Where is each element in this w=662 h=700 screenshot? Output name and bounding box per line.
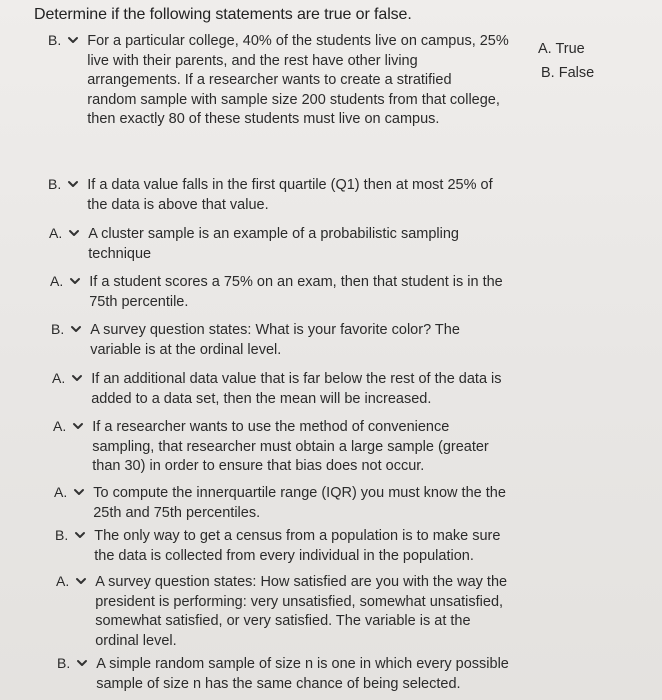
chevron-down-icon <box>72 420 84 432</box>
chevron-down-icon <box>69 275 81 287</box>
answer-dropdown[interactable] <box>55 527 86 543</box>
question-11 <box>57 655 509 694</box>
answer-dropdown[interactable] <box>52 370 83 386</box>
answer-dropdown[interactable] <box>50 273 81 289</box>
question-2 <box>48 176 493 215</box>
statement-text: A cluster sample is an example of a probabilistic sampling technique <box>88 226 459 262</box>
question-3 <box>49 225 459 264</box>
question-1 <box>48 32 509 130</box>
statement-text: If a student scores a 75% on an exam, then that student is in the 75th percentile. <box>89 274 503 310</box>
chevron-down-icon <box>75 575 87 587</box>
answer-selected: B. <box>51 321 65 337</box>
question-6 <box>52 370 502 409</box>
statement-text: If a data value falls in the first quartile (Q1) then at most 25% of the data is above that value. <box>87 177 493 213</box>
answer-dropdown[interactable] <box>54 484 85 500</box>
option-true: A. True <box>538 41 585 57</box>
answer-selected: B. <box>48 32 62 48</box>
statement-text: If a researcher wants to use the method of convenience sampling, that researcher must obtain a large sample (greater than 30) in order to ensure that bias does not occur. <box>92 419 489 474</box>
question-8 <box>54 484 506 523</box>
statement-text: A survey question states: How satisfied are you with the way the president is performing: very unsatisfied, somewhat unsatisfied, somewhat satisfied, or very satisfied. The variable is at the ordinal level. <box>95 574 508 649</box>
question-7 <box>53 418 489 477</box>
statement-text: The only way to get a census from a population is to make sure the data is collected from every individual in the population. <box>94 528 501 564</box>
answer-selected: B. <box>55 527 69 543</box>
instruction-text: Determine if the following statements are true or false. <box>34 6 412 23</box>
chevron-down-icon <box>71 372 83 384</box>
chevron-down-icon <box>70 323 82 335</box>
statement-text: For a particular college, 40% of the students live on campus, 25% live with their parents, and the rest have other living arrangements. If a researcher wants to create a stratified random sample with sample size 200 students from that college, then exactly 80 of these students must live on campus. <box>87 33 509 127</box>
answer-dropdown[interactable] <box>48 176 79 192</box>
question-10 <box>56 573 507 651</box>
answer-selected: A. <box>49 225 63 241</box>
question-5 <box>51 321 460 360</box>
statement-text: A survey question states: What is your favorite color? The variable is at the ordinal level. <box>90 322 460 358</box>
chevron-down-icon <box>68 227 80 239</box>
question-9 <box>55 527 500 566</box>
answer-dropdown[interactable] <box>51 321 82 337</box>
answer-options <box>538 41 594 81</box>
question-4 <box>50 273 503 312</box>
answer-selected: A. <box>54 484 68 500</box>
answer-dropdown[interactable] <box>53 418 84 434</box>
answer-selected: A. <box>56 573 70 589</box>
answer-selected: A. <box>53 418 67 434</box>
answer-dropdown[interactable] <box>57 655 88 671</box>
answer-selected: B. <box>57 655 71 671</box>
answer-selected: B. <box>48 176 62 192</box>
answer-dropdown[interactable] <box>48 32 79 48</box>
chevron-down-icon <box>67 178 79 190</box>
chevron-down-icon <box>74 529 86 541</box>
chevron-down-icon <box>67 34 79 46</box>
chevron-down-icon <box>76 657 88 669</box>
statement-text: To compute the innerquartile range (IQR) you must know the the 25th and 75th percentiles. <box>93 485 506 521</box>
statement-text: If an additional data value that is far below the rest of the data is added to a data set, then the mean will be increased. <box>91 371 502 407</box>
option-false: B. False <box>541 65 595 81</box>
answer-selected: A. <box>50 273 64 289</box>
answer-dropdown[interactable] <box>49 225 80 241</box>
chevron-down-icon <box>73 486 85 498</box>
answer-selected: A. <box>52 370 66 386</box>
statement-text: A simple random sample of size n is one in which every possible sample of size n has the same chance of being selected. <box>96 656 509 692</box>
answer-dropdown[interactable] <box>56 573 87 589</box>
